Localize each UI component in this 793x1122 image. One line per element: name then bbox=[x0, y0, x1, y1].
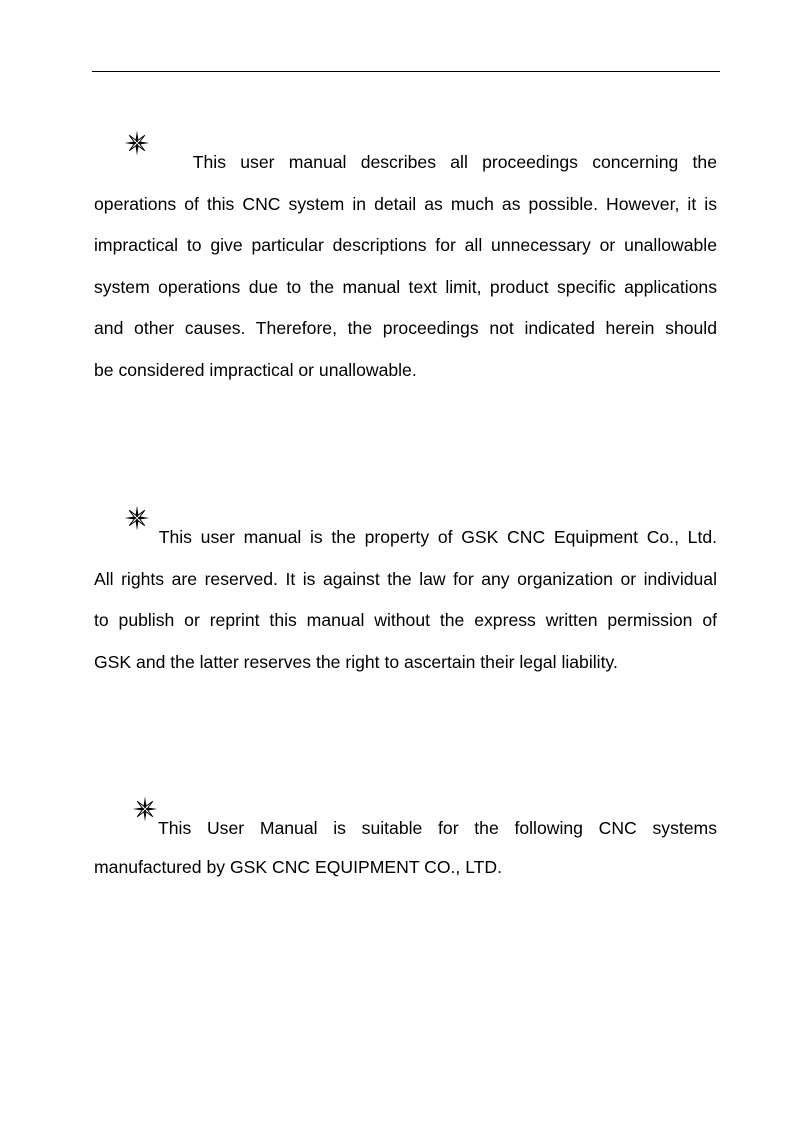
paragraph-line bbox=[94, 517, 717, 559]
notice-paragraph-copyright bbox=[94, 517, 717, 683]
paragraph-line: impractical to give particular descriptions for all unnecessary or unallowable bbox=[94, 235, 717, 255]
notice-paragraph-applicability bbox=[94, 808, 717, 884]
paragraph-line bbox=[94, 142, 717, 184]
compass-star-icon bbox=[132, 810, 158, 836]
paragraph-text: This User Manual is suitable for the following CNC systems bbox=[158, 818, 717, 838]
paragraph-line: manufactured by GSK CNC EQUIPMENT CO., LTD. bbox=[94, 856, 503, 877]
compass-star-icon bbox=[124, 519, 150, 545]
notice-paragraph-scope bbox=[94, 142, 717, 391]
paragraph-line: system operations due to the manual text limit, product specific applications bbox=[94, 276, 717, 297]
paragraph-text: This user manual describes all proceedings concerning the bbox=[192, 152, 717, 172]
paragraph-line: and other causes. Therefore, the proceedings not indicated herein should bbox=[94, 318, 717, 338]
header-rule bbox=[92, 71, 720, 72]
paragraph-line: GSK and the latter reserves the right to ascertain their legal liability. bbox=[94, 651, 618, 672]
paragraph-line: be considered impractical or unallowable. bbox=[94, 359, 417, 380]
paragraph-line: operations of this CNC system in detail as much as possible. However, it is bbox=[94, 193, 717, 214]
paragraph-line: All rights are reserved. It is against the law for any organization or individual bbox=[94, 568, 717, 589]
paragraph-text: This user manual is the property of GSK CNC Equipment Co., Ltd. bbox=[158, 527, 718, 547]
paragraph-line bbox=[94, 808, 717, 850]
compass-star-icon bbox=[124, 144, 150, 170]
paragraph-line: to publish or reprint this manual without the express written permission of bbox=[94, 610, 717, 630]
